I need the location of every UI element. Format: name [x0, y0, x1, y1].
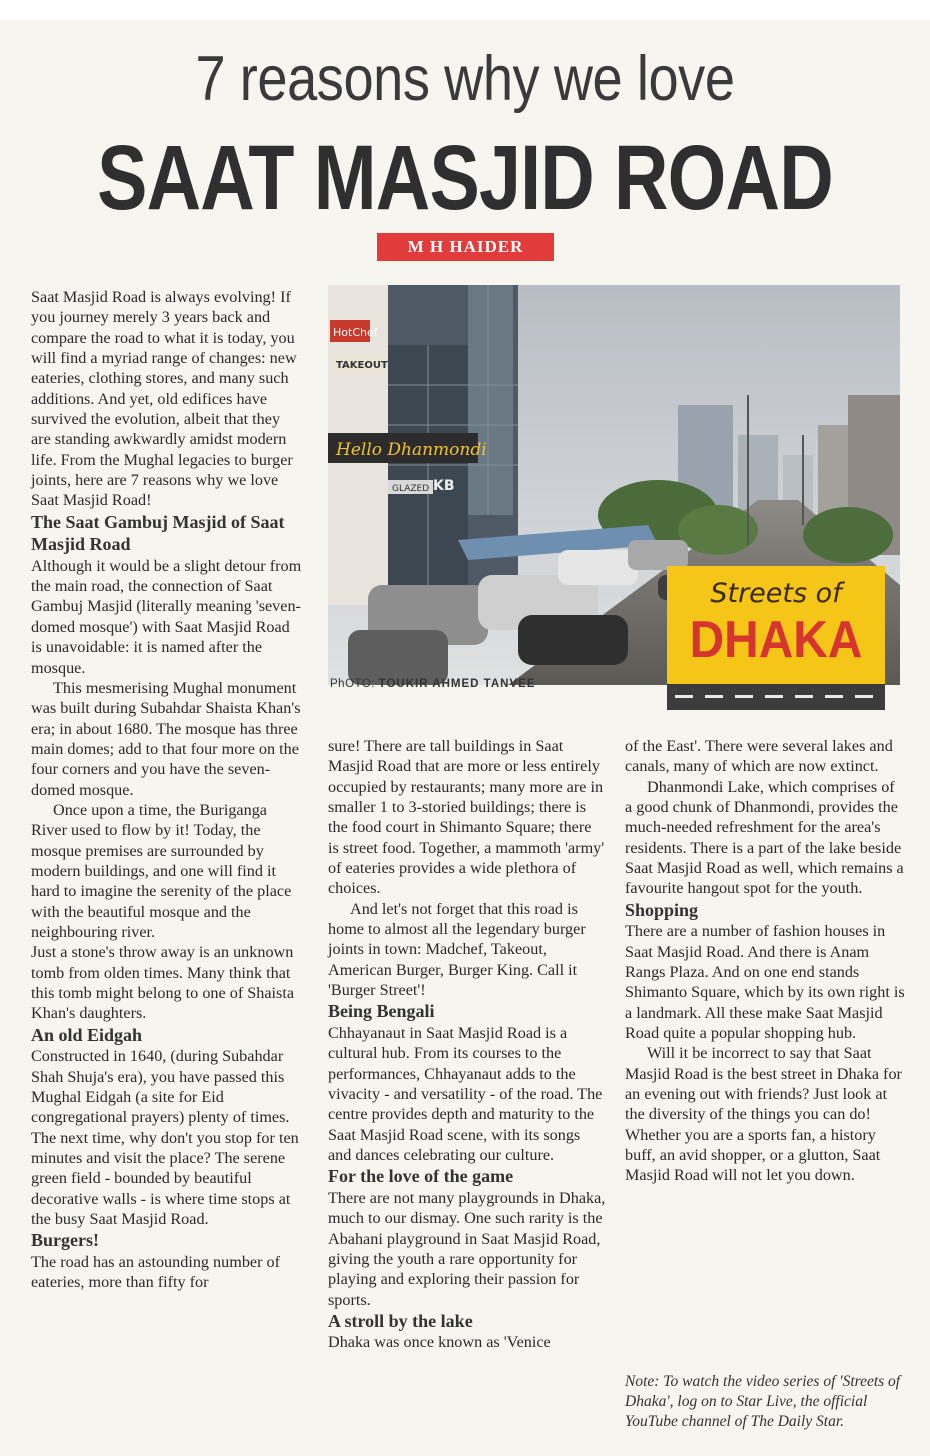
section-heading-saat-gambuj: The Saat Gambuj Masjid of Saat Masjid Road — [31, 511, 285, 555]
byline-badge: M H HAIDER — [377, 233, 554, 261]
road-stripe-icon — [667, 684, 885, 710]
newspaper-page — [0, 20, 930, 1456]
paragraph: Once upon a time, the Buriganga River used to flow by it! Today, the mosque premises are surrounded by modern buildings, and one will find it hard to imagine the serenity of the place with the beautiful mosque and the neighbouring river. — [31, 800, 292, 941]
paragraph: The road has an astounding number of eateries, more than fifty for — [31, 1252, 281, 1292]
photo-credit-label: PhOTO: — [330, 678, 375, 690]
paragraph: of the East'. There were several lakes and canals, many of which are now extinct. — [625, 737, 893, 776]
intro-paragraph: Saat Masjid Road is always evolving! If you journey merely 3 years back and compare the road to what it is today, you will find a myriad range of changes: new eateries, clothing stores, and many such additions. And yet, old edifices have survived the evolution, albeit that they are standing awkwardly amidst modern life. From the Mughal legacies to burger joints, here are 7 reasons why we love Saat Masjid Road! — [31, 288, 297, 510]
glazed-sign: GLAZED — [392, 484, 430, 494]
paragraph: This mesmerising Mughal monument was built during Subahdar Shaista Khan's era; in about 1680. The mosque has three main domes; add to that four more on the four corners and you have the seven-domed mosque. — [31, 678, 301, 799]
section-heading-lake: A stroll by the lake — [328, 1310, 473, 1331]
video-series-note: Note: To watch the video series of 'Streets of Dhaka', log on to Star Live, the official YouTube channel of The Daily Star. — [625, 1373, 901, 1430]
section-heading-game: For the love of the game — [328, 1166, 514, 1187]
photo-credit — [330, 678, 535, 690]
paragraph: Will it be incorrect to say that Saat Masjid Road is the best street in Dhaka for an evening out with friends? Just look at the diversity of the things you can do! Whether you are a sports fan, a history buff, an avid shopper, or a glutton, Saat Masjid Road will not let you down. — [625, 1044, 902, 1185]
headline-main: SAAT MASJID ROAD — [97, 127, 833, 229]
photo-credit-name: TOUKIR AHMED TANVEE — [378, 678, 536, 690]
paragraph: There are not many playgrounds in Dhaka, much to our dismay. One such rarity is the Abahani playground in Saat Masjid Road, giving the youth a rare opportunity for playing and exploring their passion for sports. — [328, 1188, 606, 1309]
paragraph: Dhanmondi Lake, which comprises of a good chunk of Dhanmondi, provides the much-needed refreshment for the area's residents. There is a part of the lake beside Saat Masjid Road as well, which remains a favourite hangout spot for the youth. — [625, 777, 904, 898]
kb-sign: KB — [433, 478, 455, 494]
section-heading-eidgah: An old Eidgah — [31, 1024, 143, 1045]
paragraph: Just a stone's throw away is an unknown tomb from olden times. Many think that this tomb might belong to one of Shaista Khan's daughters. — [31, 943, 295, 1023]
section-heading-bengali: Being Bengali — [328, 1001, 435, 1022]
takeout-sign: TAKEOUT — [336, 360, 388, 371]
paragraph: There are a number of fashion houses in Saat Masjid Road. And there is Anam Rangs Plaza. And on one end stands Shimanto Square, which by its own right is a landmark. All these make Saat Masjid Road quite a popular shopping hub. — [625, 922, 905, 1042]
section-heading-shopping: Shopping — [625, 899, 699, 920]
article-column-1 — [31, 287, 302, 1292]
article-column-2 — [328, 736, 606, 1353]
paragraph: And let's not forget that this road is home to almost all the legendary burger joints in town: Madchef, Takeout, American Burger, Burger King. Call it 'Burger Street'! — [328, 899, 586, 1000]
badge-line2: DHAKA — [689, 611, 863, 669]
article-column-3 — [625, 736, 905, 1186]
paragraph: Dhaka was once known as 'Venice — [328, 1333, 551, 1352]
headline-kicker: 7 reasons why we love — [195, 44, 735, 114]
paragraph: Constructed in 1640, (during Subahdar Shah Shuja's era), you have passed this Mughal Eidgah (a site for Eid congregational prayers) plenty of times. The next time, why don't you stop for ten minutes and visit the place? The serene green field - bounded by beautiful decorative walls - is where time stops at the busy Saat Masjid Road. — [31, 1047, 299, 1228]
paragraph: Chhayanaut in Saat Masjid Road is a cultural hub. From its courses to the performances, Chhayanaut adds to the vivacity - and versatility - of the road. The centre provides depth and maturity to the Saat Masjid Road scene, with its songs and dances celebrating our culture. — [328, 1023, 603, 1165]
streets-of-dhaka-badge — [667, 566, 885, 711]
hotchef-sign: HotChef — [333, 326, 378, 339]
badge-line1: Streets of — [710, 578, 842, 609]
paragraph: Although it would be a slight detour from the main road, the connection of Saat Gambuj Masjid (literally meaning 'seven-domed mosque') with Saat Masjid Road is unavoidable: it is named after the mosque. — [31, 556, 302, 677]
section-heading-burgers: Burgers! — [31, 1230, 99, 1251]
hello-dhanmondi-sign: Hello Dhanmondi — [336, 440, 487, 460]
paragraph: sure! There are tall buildings in Saat Masjid Road that are more or less entirely occupied by restaurants; many more are in smaller 1 to 3-storied buildings; there is the food court in Shimanto Square; there is street food. Together, a mammoth 'army' of eateries provides a wide plethora of choices. — [328, 737, 605, 898]
